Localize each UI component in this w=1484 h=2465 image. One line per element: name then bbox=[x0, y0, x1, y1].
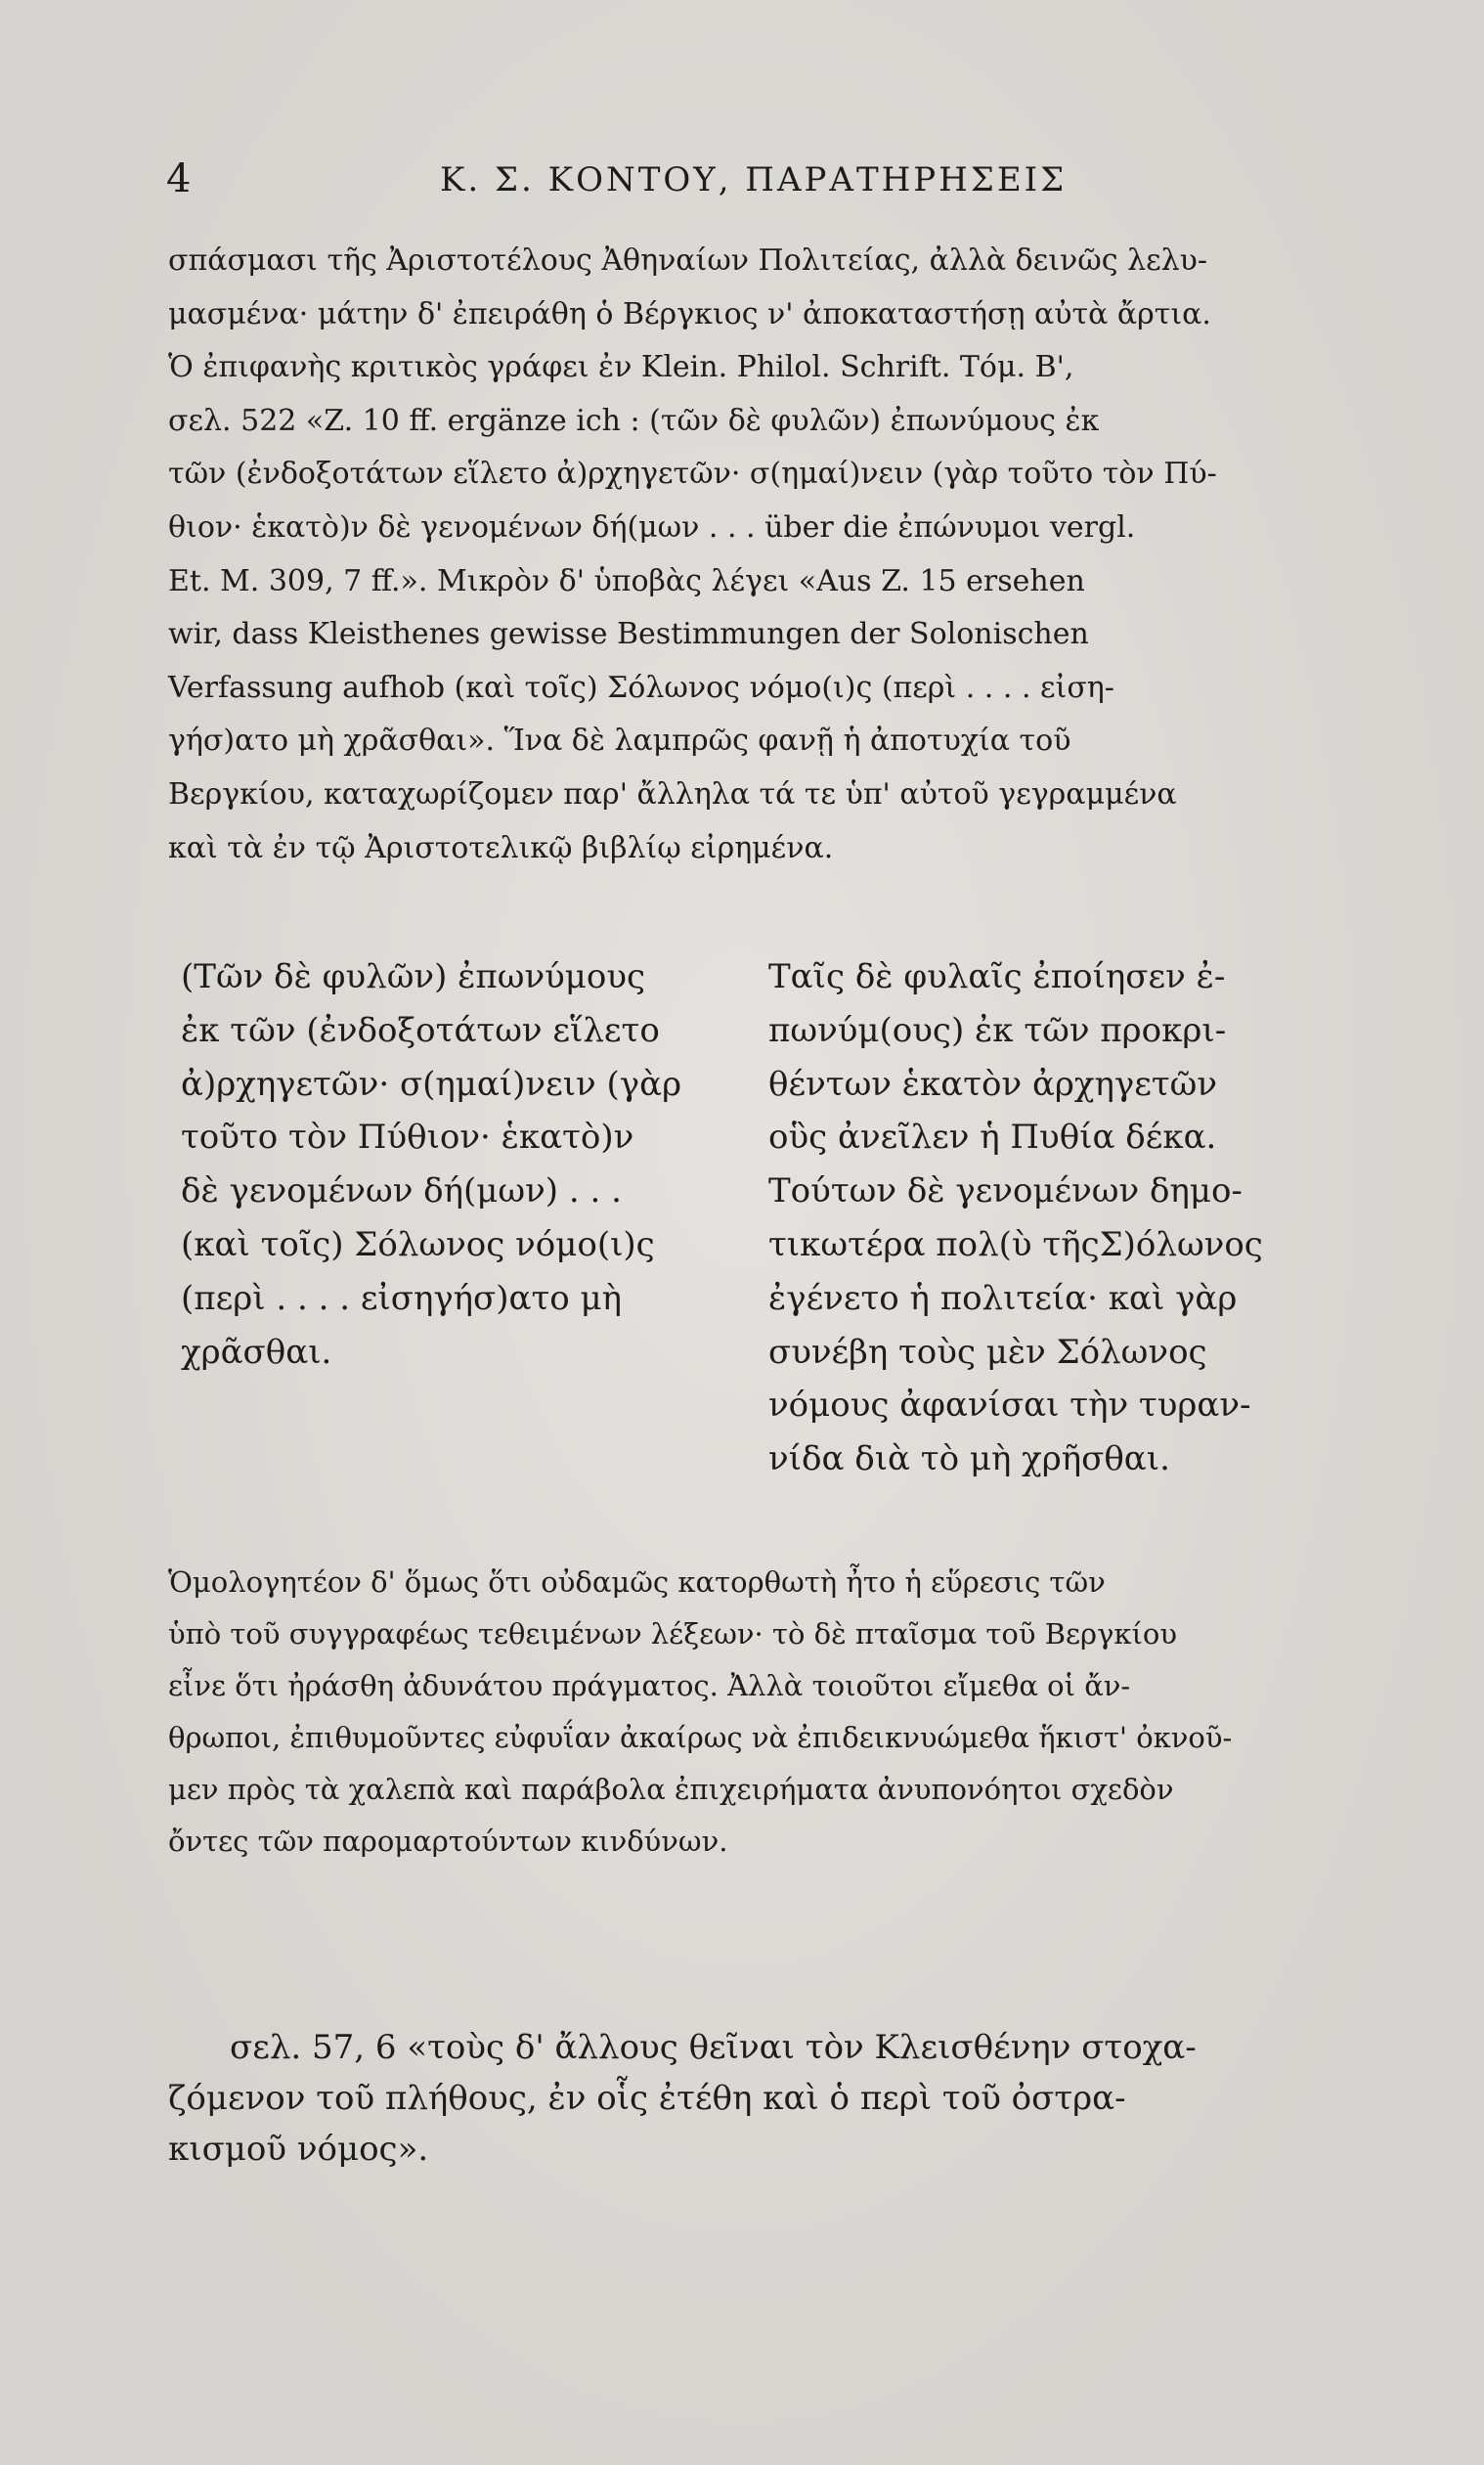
text-line: γήσ)ατο μὴ χρᾶσθαι». Ἵνα δὲ λαμπρῶς φανῇ ἡ ἀποτυχία τοῦ bbox=[168, 724, 1071, 759]
text-line: τικωτέρα πολ(ὺ τῆςΣ)όλωνος bbox=[768, 1224, 1263, 1264]
text-line: Βεργκίου, καταχωρίζομεν παρ' ἄλληλα τά τε ὑπ' αὐτοῦ γεγραμμένα bbox=[168, 776, 1177, 812]
text-line: μεν πρὸς τὰ χαλεπὰ καὶ παράβολα ἐπιχειρήματα ἀνυπονόητοι σχεδὸν bbox=[168, 1773, 1174, 1806]
text-line: ἀ)ρχηγετῶν· σ(ημαί)νειν (γὰρ bbox=[181, 1064, 682, 1104]
text-line: Ὁ ἐπιφανὴς κριτικὸς γράφει ἐν Klein. Philol. Schrift. Τόμ. Β', bbox=[168, 350, 1074, 385]
text-line: ὑπὸ τοῦ συγγραφέως τεθειμένων λέξεων· τὸ δὲ πταῖσμα τοῦ Βεργκίου bbox=[168, 1617, 1178, 1651]
text-line: καὶ τὰ ἐν τῷ Ἀριστοτελικῷ βιβλίῳ εἰρημένα. bbox=[168, 830, 834, 865]
text-line: (περὶ . . . . εἰσηγήσ)ατο μὴ bbox=[181, 1278, 623, 1318]
intro-paragraph bbox=[168, 235, 1217, 875]
text-line: τοῦτο τὸν Πύθιον· ἑκατὸ)ν bbox=[181, 1118, 634, 1158]
text-line: νίδα διὰ τὸ μὴ χρῆσθαι. bbox=[768, 1439, 1170, 1479]
text-line: Τούτων δὲ γενομένων δημο- bbox=[768, 1171, 1243, 1211]
aristotle-text-column bbox=[768, 950, 1263, 1486]
text-line: νόμους ἀφανίσαι τὴν τυραν- bbox=[768, 1386, 1251, 1426]
text-line: συνέβη τοὺς μὲν Σόλωνος bbox=[768, 1332, 1207, 1372]
text-line: θιον· ἑκατὸ)ν δὲ γενομένων δή(μων . . . über die ἐπώνυμοι vergl. bbox=[168, 509, 1136, 545]
text-line: σπάσμασι τῆς Ἀριστοτέλους Ἀθηναίων Πολιτείας, ἀλλὰ δεινῶς λελυ- bbox=[168, 243, 1208, 278]
text-line: Verfassung aufhob (καὶ τοῖς) Σόλωνος νόμο(ι)ς (περὶ . . . . εἰση- bbox=[168, 670, 1114, 705]
text-line: πωνύμ(ους) ἐκ τῶν προκρι- bbox=[768, 1010, 1227, 1050]
text-line: οὓς ἀνεῖλεν ἡ Πυθία δέκα. bbox=[768, 1118, 1217, 1158]
text-line: ὄντες τῶν παρομαρτούντων κινδύνων. bbox=[168, 1825, 728, 1858]
text-line: κισμοῦ νόμος». bbox=[168, 2130, 429, 2169]
text-line: θρωποι, ἐπιθυμοῦντες εὐφυΐαν ἀκαίρως νὰ ἐπιδεικνυώμεθα ἥκιστ' ὀκνοῦ- bbox=[168, 1721, 1233, 1754]
text-line: (καὶ τοῖς) Σόλωνος νόμο(ι)ς bbox=[181, 1224, 655, 1264]
text-line: Et. M. 309, 7 ff.». Μικρὸν δ' ὑποβὰς λέγει «Aus Z. 15 ersehen bbox=[168, 563, 1085, 598]
text-line: σελ. 522 «Z. 10 ff. ergänze ich : (τῶν δὲ φυλῶν) ἐπωνύμους ἐκ bbox=[168, 403, 1100, 438]
text-line: χρᾶσθαι. bbox=[181, 1332, 332, 1372]
text-line: ἐκ τῶν (ἐνδοξοτάτων εἵλετο bbox=[181, 1010, 660, 1050]
commentary-paragraph bbox=[168, 1557, 1232, 1868]
text-line: ἐγένετο ἡ πολιτεία· καὶ γὰρ bbox=[768, 1278, 1238, 1318]
text-line: μασμένα· μάτην δ' ἐπειράθη ὁ Βέργκιος ν' ἀποκαταστήσῃ αὐτὰ ἄρτια. bbox=[168, 296, 1211, 331]
text-line: wir, dass Kleisthenes gewisse Bestimmungen der Solonischen bbox=[168, 617, 1089, 652]
text-line: σελ. 57, 6 «τοὺς δ' ἄλλους θεῖναι τὸν Κλεισθένην στοχα- bbox=[230, 2028, 1197, 2067]
running-head: Κ. Σ. ΚΟΝΤΟΥ, ΠΑΡΑΤΗΡΗΣΕΙΣ bbox=[440, 160, 1068, 199]
text-line: (Τῶν δὲ φυλῶν) ἐπωνύμους bbox=[181, 957, 646, 996]
text-line: τῶν (ἐνδοξοτάτων εἵλετο ἀ)ρχηγετῶν· σ(ημαί)νειν (γὰρ τοῦτο τὸν Πύ- bbox=[168, 457, 1217, 492]
text-line: Ὁμολογητέον δ' ὅμως ὅτι οὐδαμῶς κατορθωτὴ ἦτο ἡ εὕρεσις τῶν bbox=[168, 1565, 1106, 1599]
page-header bbox=[166, 156, 1339, 215]
text-line: Ταῖς δὲ φυλαῖς ἐποίησεν ἐ- bbox=[768, 957, 1226, 996]
text-line: εἶνε ὅτι ἠράσθη ἀδυνάτου πράγματος. Ἀλλὰ τοιοῦτοι εἴμεθα οἱ ἄν- bbox=[168, 1669, 1131, 1702]
page-number: 4 bbox=[166, 156, 192, 201]
citation-paragraph bbox=[168, 2022, 1197, 2175]
text-line: δὲ γενομένων δή(μων) . . . bbox=[181, 1171, 622, 1211]
text-line: θέντων ἑκατὸν ἀρχηγετῶν bbox=[768, 1064, 1218, 1104]
bergk-reconstruction-column bbox=[181, 950, 681, 1379]
text-line: ζόμενον τοῦ πλήθους, ἐν οἷς ἐτέθη καὶ ὁ περὶ τοῦ ὀστρα- bbox=[168, 2079, 1126, 2118]
